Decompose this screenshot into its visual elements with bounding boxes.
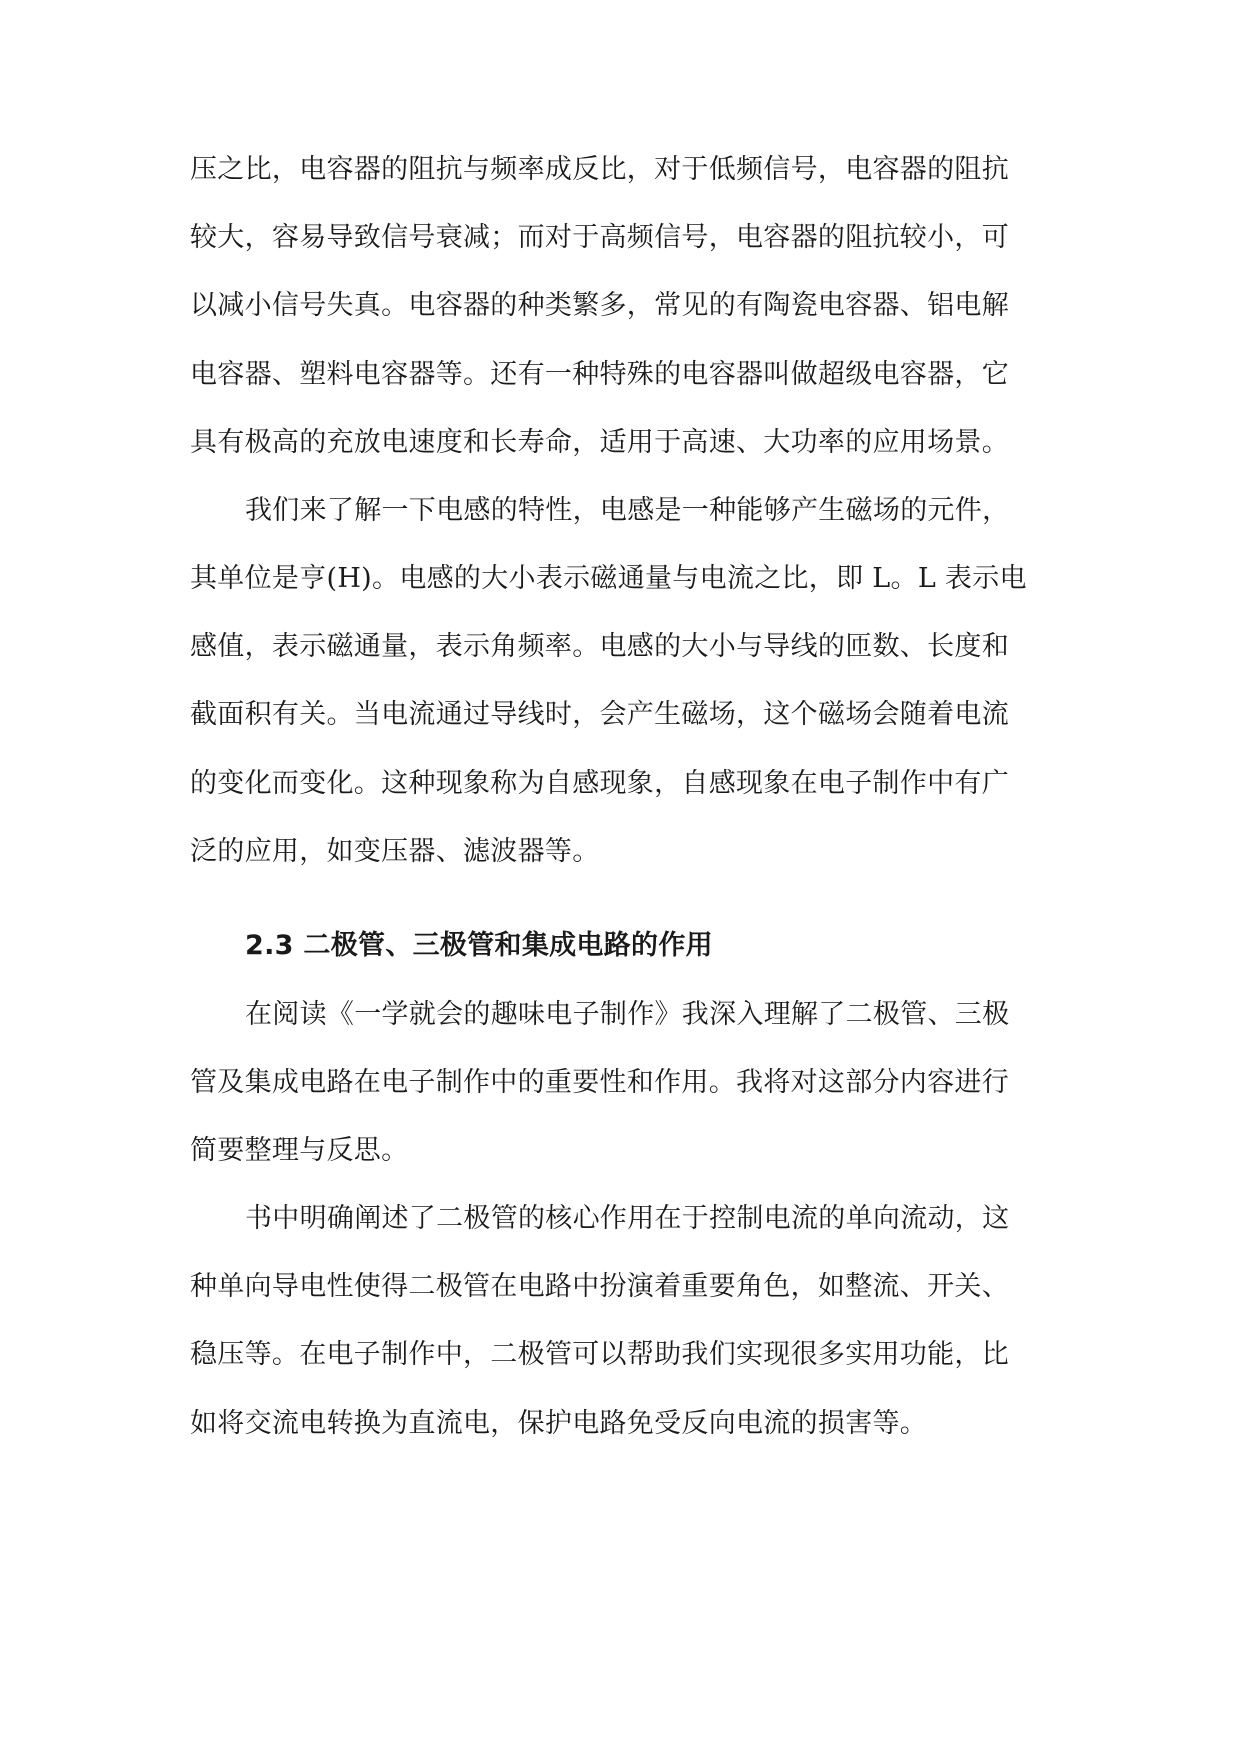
paragraph-2-line-6: 泛的应用，如变压器、滤波器等。	[190, 836, 600, 867]
paragraph-4-line-3: 稳压等。在电子制作中，二极管可以帮助我们实现很多实用功能，比	[190, 1339, 1009, 1370]
paragraph-4-line-1: 书中明确阐述了二极管的核心作用在于控制电流的单向流动，这	[245, 1203, 1010, 1234]
paragraph-1-line-5: 具有极高的充放电速度和长寿命，适用于高速、大功率的应用场景。	[190, 427, 1009, 458]
paragraph-4-line-4: 如将交流电转换为直流电，保护电路免受反向电流的损害等。	[190, 1408, 928, 1439]
paragraph-4-line-2: 种单向导电性使得二极管在电路中扮演着重要角色，如整流、开关、	[190, 1271, 1009, 1302]
paragraph-2-line-4: 截面积有关。当电流通过导线时，会产生磁场，这个磁场会随着电流	[190, 699, 1009, 730]
paragraph-3-line-3: 简要整理与反思。	[190, 1135, 409, 1166]
paragraph-1-line-2: 较大，容易导致信号衰减；而对于高频信号，电容器的阻抗较小，可	[190, 222, 1009, 253]
paragraph-2-line-5: 的变化而变化。这种现象称为自感现象，自感现象在电子制作中有广	[190, 768, 1009, 799]
paragraph-1-line-4: 电容器、塑料电容器等。还有一种特殊的电容器叫做超级电容器，它	[190, 359, 1009, 390]
section-heading: 2.3 二极管、三极管和集成电路的作用	[245, 930, 713, 961]
paragraph-3-line-1: 在阅读《一学就会的趣味电子制作》我深入理解了二极管、三极	[245, 999, 1010, 1030]
paragraph-1-line-3: 以减小信号失真。电容器的种类繁多，常见的有陶瓷电容器、铝电解	[190, 290, 1009, 321]
paragraph-2-line-2: 其单位是亨(H)。电感的大小表示磁通量与电流之比，即 L。L 表示电	[190, 563, 1027, 594]
paragraph-2-line-1: 我们来了解一下电感的特性，电感是一种能够产生磁场的元件，	[245, 495, 1010, 526]
paragraph-2-line-3: 感值，表示磁通量，表示角频率。电感的大小与导线的匝数、长度和	[190, 631, 1009, 662]
paragraph-3-line-2: 管及集成电路在电子制作中的重要性和作用。我将对这部分内容进行	[190, 1067, 1009, 1098]
paragraph-1-line-1: 压之比，电容器的阻抗与频率成反比，对于低频信号，电容器的阻抗	[190, 154, 1009, 185]
